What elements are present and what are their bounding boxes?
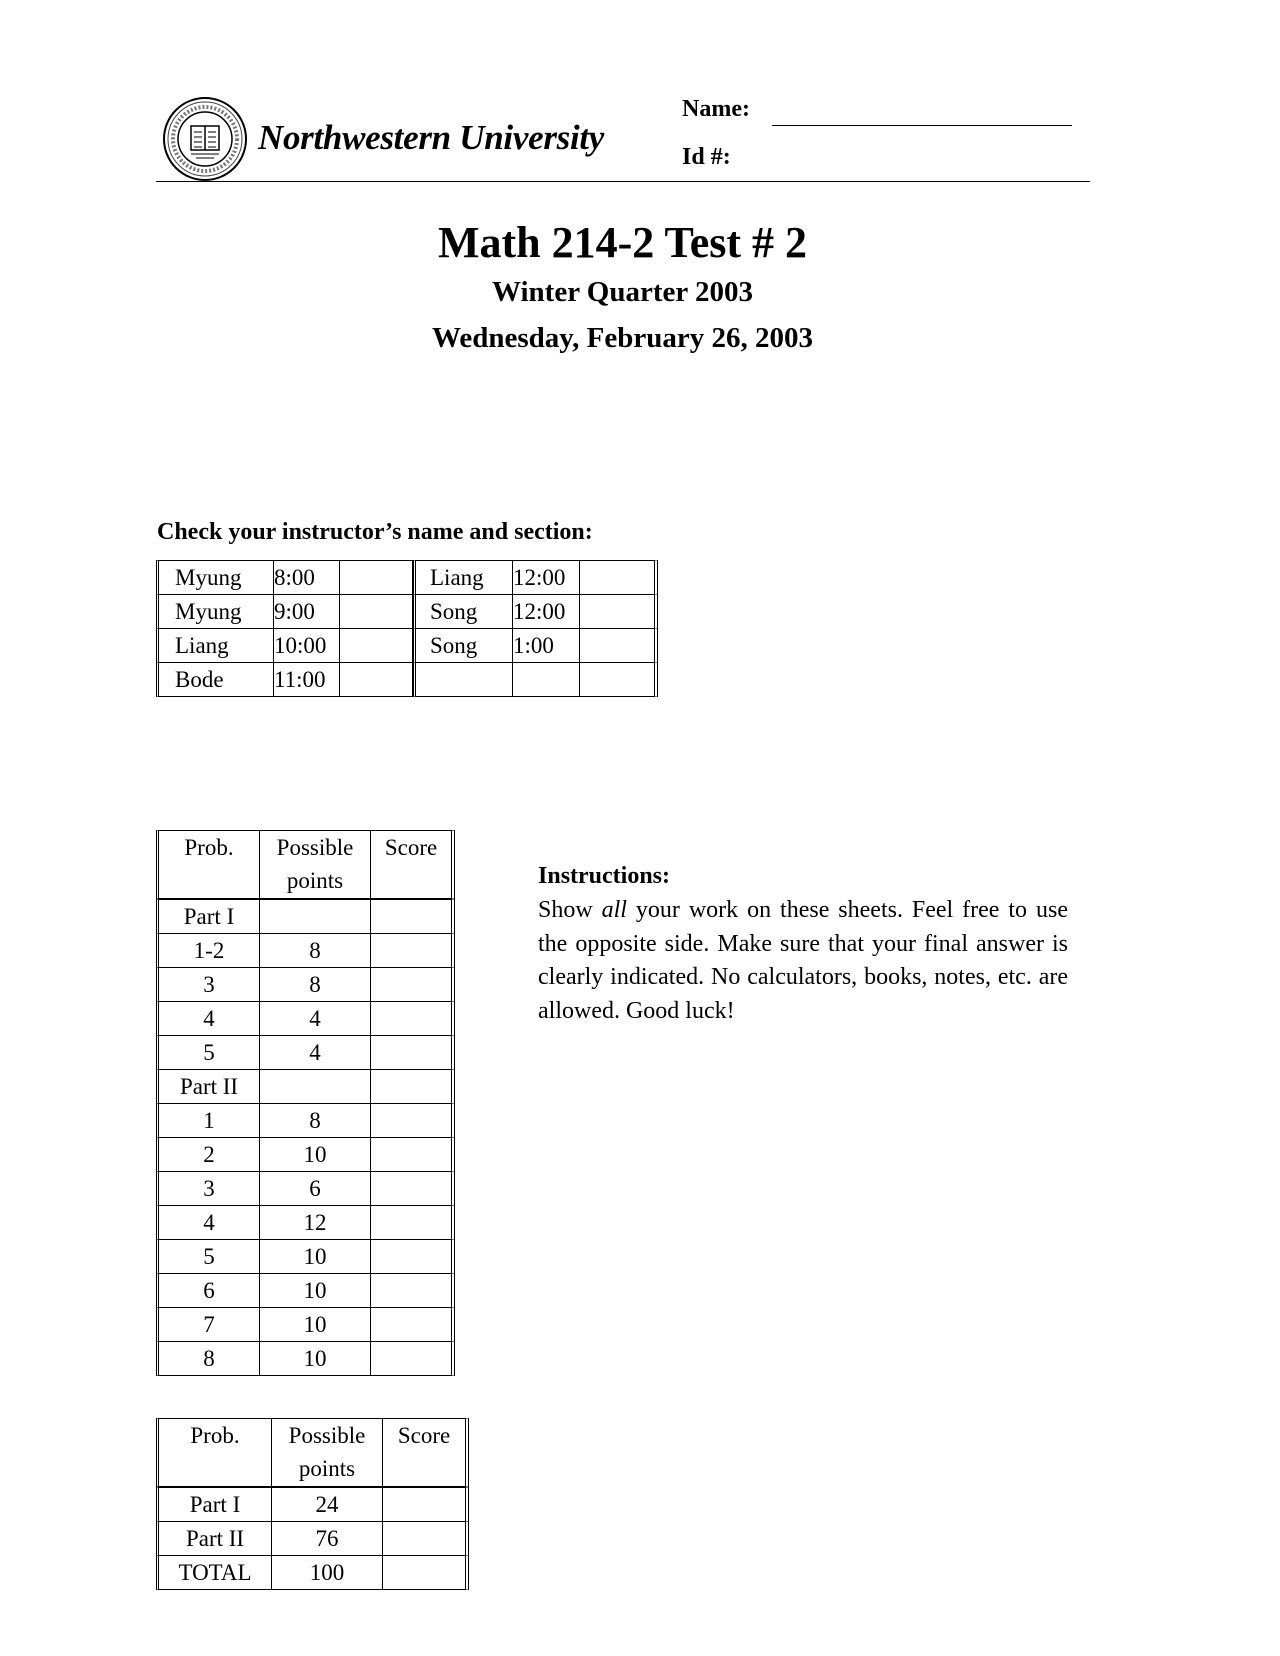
header-divider bbox=[156, 181, 1090, 182]
instructor-cell: Myung bbox=[156, 560, 274, 595]
header-possible-points: Possible points bbox=[260, 830, 371, 899]
table-row bbox=[156, 968, 455, 1002]
time-cell: 1:00 bbox=[513, 629, 580, 663]
prob-cell: 1 bbox=[156, 1104, 260, 1138]
table-row bbox=[156, 1138, 455, 1172]
instructor-cell: Liang bbox=[413, 560, 513, 595]
instructor-cell bbox=[413, 663, 513, 697]
score-cell[interactable] bbox=[371, 934, 455, 968]
instructions-emphasis: all bbox=[601, 897, 627, 923]
score-cell[interactable] bbox=[371, 1172, 455, 1206]
table-row bbox=[156, 663, 658, 697]
table-row bbox=[156, 1070, 455, 1104]
table-row bbox=[156, 1002, 455, 1036]
instructor-cell: Song bbox=[413, 629, 513, 663]
score-cell[interactable] bbox=[371, 968, 455, 1002]
prob-cell: 3 bbox=[156, 1172, 260, 1206]
section-table bbox=[156, 560, 658, 697]
points-cell: 6 bbox=[260, 1172, 371, 1206]
quarter-subtitle: Winter Quarter 2003 bbox=[492, 276, 753, 308]
id-label: Id #: bbox=[682, 144, 731, 170]
time-cell: 9:00 bbox=[274, 595, 340, 629]
points-cell: 10 bbox=[260, 1308, 371, 1342]
prob-cell: 1-2 bbox=[156, 934, 260, 968]
prob-cell: 3 bbox=[156, 968, 260, 1002]
table-row bbox=[156, 1308, 455, 1342]
table-row bbox=[156, 629, 658, 663]
instructor-cell: Liang bbox=[156, 629, 274, 663]
score-cell[interactable] bbox=[371, 1274, 455, 1308]
time-cell: 8:00 bbox=[274, 560, 340, 595]
instructions-heading: Instructions: bbox=[538, 863, 671, 889]
prob-cell: 8 bbox=[156, 1342, 260, 1376]
page-title: Math 214-2 Test # 2 bbox=[437, 218, 808, 267]
points-cell: 12 bbox=[260, 1206, 371, 1240]
section-check-box[interactable] bbox=[580, 560, 658, 595]
section-check-box[interactable] bbox=[340, 629, 413, 663]
instructor-cell: Song bbox=[413, 595, 513, 629]
prob-cell: 7 bbox=[156, 1308, 260, 1342]
score-cell[interactable] bbox=[371, 1240, 455, 1274]
time-cell: 11:00 bbox=[274, 663, 340, 697]
score-cell[interactable] bbox=[383, 1487, 469, 1522]
points-cell: 4 bbox=[260, 1036, 371, 1070]
points-cell bbox=[260, 1070, 371, 1104]
header-prob: Prob. bbox=[156, 830, 260, 899]
points-cell: 4 bbox=[260, 1002, 371, 1036]
instructor-cell: Myung bbox=[156, 595, 274, 629]
table-row bbox=[156, 1487, 469, 1522]
prob-cell: Part I bbox=[156, 1487, 272, 1522]
table-row bbox=[156, 1522, 469, 1556]
prob-cell: Part II bbox=[156, 1070, 260, 1104]
summary-table-body bbox=[156, 1487, 469, 1590]
section-check-box[interactable] bbox=[340, 595, 413, 629]
time-cell: 12:00 bbox=[513, 560, 580, 595]
name-label: Name: bbox=[682, 96, 750, 122]
score-cell[interactable] bbox=[383, 1522, 469, 1556]
points-cell: 100 bbox=[272, 1556, 383, 1590]
table-row bbox=[156, 1274, 455, 1308]
table-header-row bbox=[156, 830, 455, 899]
section-check-box[interactable] bbox=[340, 663, 413, 697]
instructions-text bbox=[538, 894, 1068, 1028]
header-prob: Prob. bbox=[156, 1418, 272, 1487]
table-row bbox=[156, 560, 658, 595]
header-score: Score bbox=[383, 1418, 469, 1487]
summary-table bbox=[156, 1418, 469, 1590]
section-heading: Check your instructor’s name and section: bbox=[157, 519, 593, 545]
table-row bbox=[156, 1172, 455, 1206]
points-cell: 8 bbox=[260, 1104, 371, 1138]
score-cell[interactable] bbox=[371, 1206, 455, 1240]
table-row bbox=[156, 1556, 469, 1590]
prob-cell: 4 bbox=[156, 1002, 260, 1036]
prob-cell: Part II bbox=[156, 1522, 272, 1556]
prob-cell: 4 bbox=[156, 1206, 260, 1240]
score-cell[interactable] bbox=[371, 1070, 455, 1104]
points-cell: 8 bbox=[260, 934, 371, 968]
section-check-box[interactable] bbox=[340, 560, 413, 595]
section-check-box[interactable] bbox=[580, 663, 658, 697]
score-table bbox=[156, 830, 455, 1376]
prob-cell: 5 bbox=[156, 1240, 260, 1274]
prob-cell: 5 bbox=[156, 1036, 260, 1070]
instructor-cell: Bode bbox=[156, 663, 274, 697]
table-row bbox=[156, 1206, 455, 1240]
name-input-line[interactable] bbox=[772, 125, 1072, 126]
section-check-box[interactable] bbox=[580, 595, 658, 629]
score-cell[interactable] bbox=[383, 1556, 469, 1590]
points-cell: 24 bbox=[272, 1487, 383, 1522]
table-row bbox=[156, 1240, 455, 1274]
table-row bbox=[156, 1036, 455, 1070]
score-cell[interactable] bbox=[371, 1342, 455, 1376]
table-row bbox=[156, 1104, 455, 1138]
points-cell: 10 bbox=[260, 1138, 371, 1172]
university-name: Northwestern University bbox=[258, 118, 605, 157]
section-check-box[interactable] bbox=[580, 629, 658, 663]
points-cell: 76 bbox=[272, 1522, 383, 1556]
score-table-body bbox=[156, 899, 455, 1376]
table-row bbox=[156, 595, 658, 629]
header-possible-points: Possible points bbox=[272, 1418, 383, 1487]
score-cell[interactable] bbox=[371, 1036, 455, 1070]
table-header-row bbox=[156, 1418, 469, 1487]
instructions-text-part: your work on these sheets. Feel free to use the opposite side. Make sure that your final answer is clearly indicated. No calculators, books, notes, etc. are allowed. Good luck! bbox=[538, 897, 1068, 1024]
points-cell: 10 bbox=[260, 1240, 371, 1274]
points-cell bbox=[260, 899, 371, 934]
instructions-text-part: Show bbox=[538, 897, 602, 923]
date-subtitle: Wednesday, February 26, 2003 bbox=[431, 322, 814, 354]
university-seal-icon bbox=[162, 96, 248, 182]
score-cell[interactable] bbox=[371, 1002, 455, 1036]
table-row bbox=[156, 934, 455, 968]
score-cell[interactable] bbox=[371, 1308, 455, 1342]
score-cell[interactable] bbox=[371, 899, 455, 934]
prob-cell: 6 bbox=[156, 1274, 260, 1308]
score-cell[interactable] bbox=[371, 1138, 455, 1172]
prob-cell: Part I bbox=[156, 899, 260, 934]
time-cell: 12:00 bbox=[513, 595, 580, 629]
prob-cell: 2 bbox=[156, 1138, 260, 1172]
time-cell bbox=[513, 663, 580, 697]
points-cell: 10 bbox=[260, 1342, 371, 1376]
prob-cell: TOTAL bbox=[156, 1556, 272, 1590]
points-cell: 8 bbox=[260, 968, 371, 1002]
table-row bbox=[156, 899, 455, 934]
time-cell: 10:00 bbox=[274, 629, 340, 663]
points-cell: 10 bbox=[260, 1274, 371, 1308]
score-cell[interactable] bbox=[371, 1104, 455, 1138]
header-score: Score bbox=[371, 830, 455, 899]
table-row bbox=[156, 1342, 455, 1376]
